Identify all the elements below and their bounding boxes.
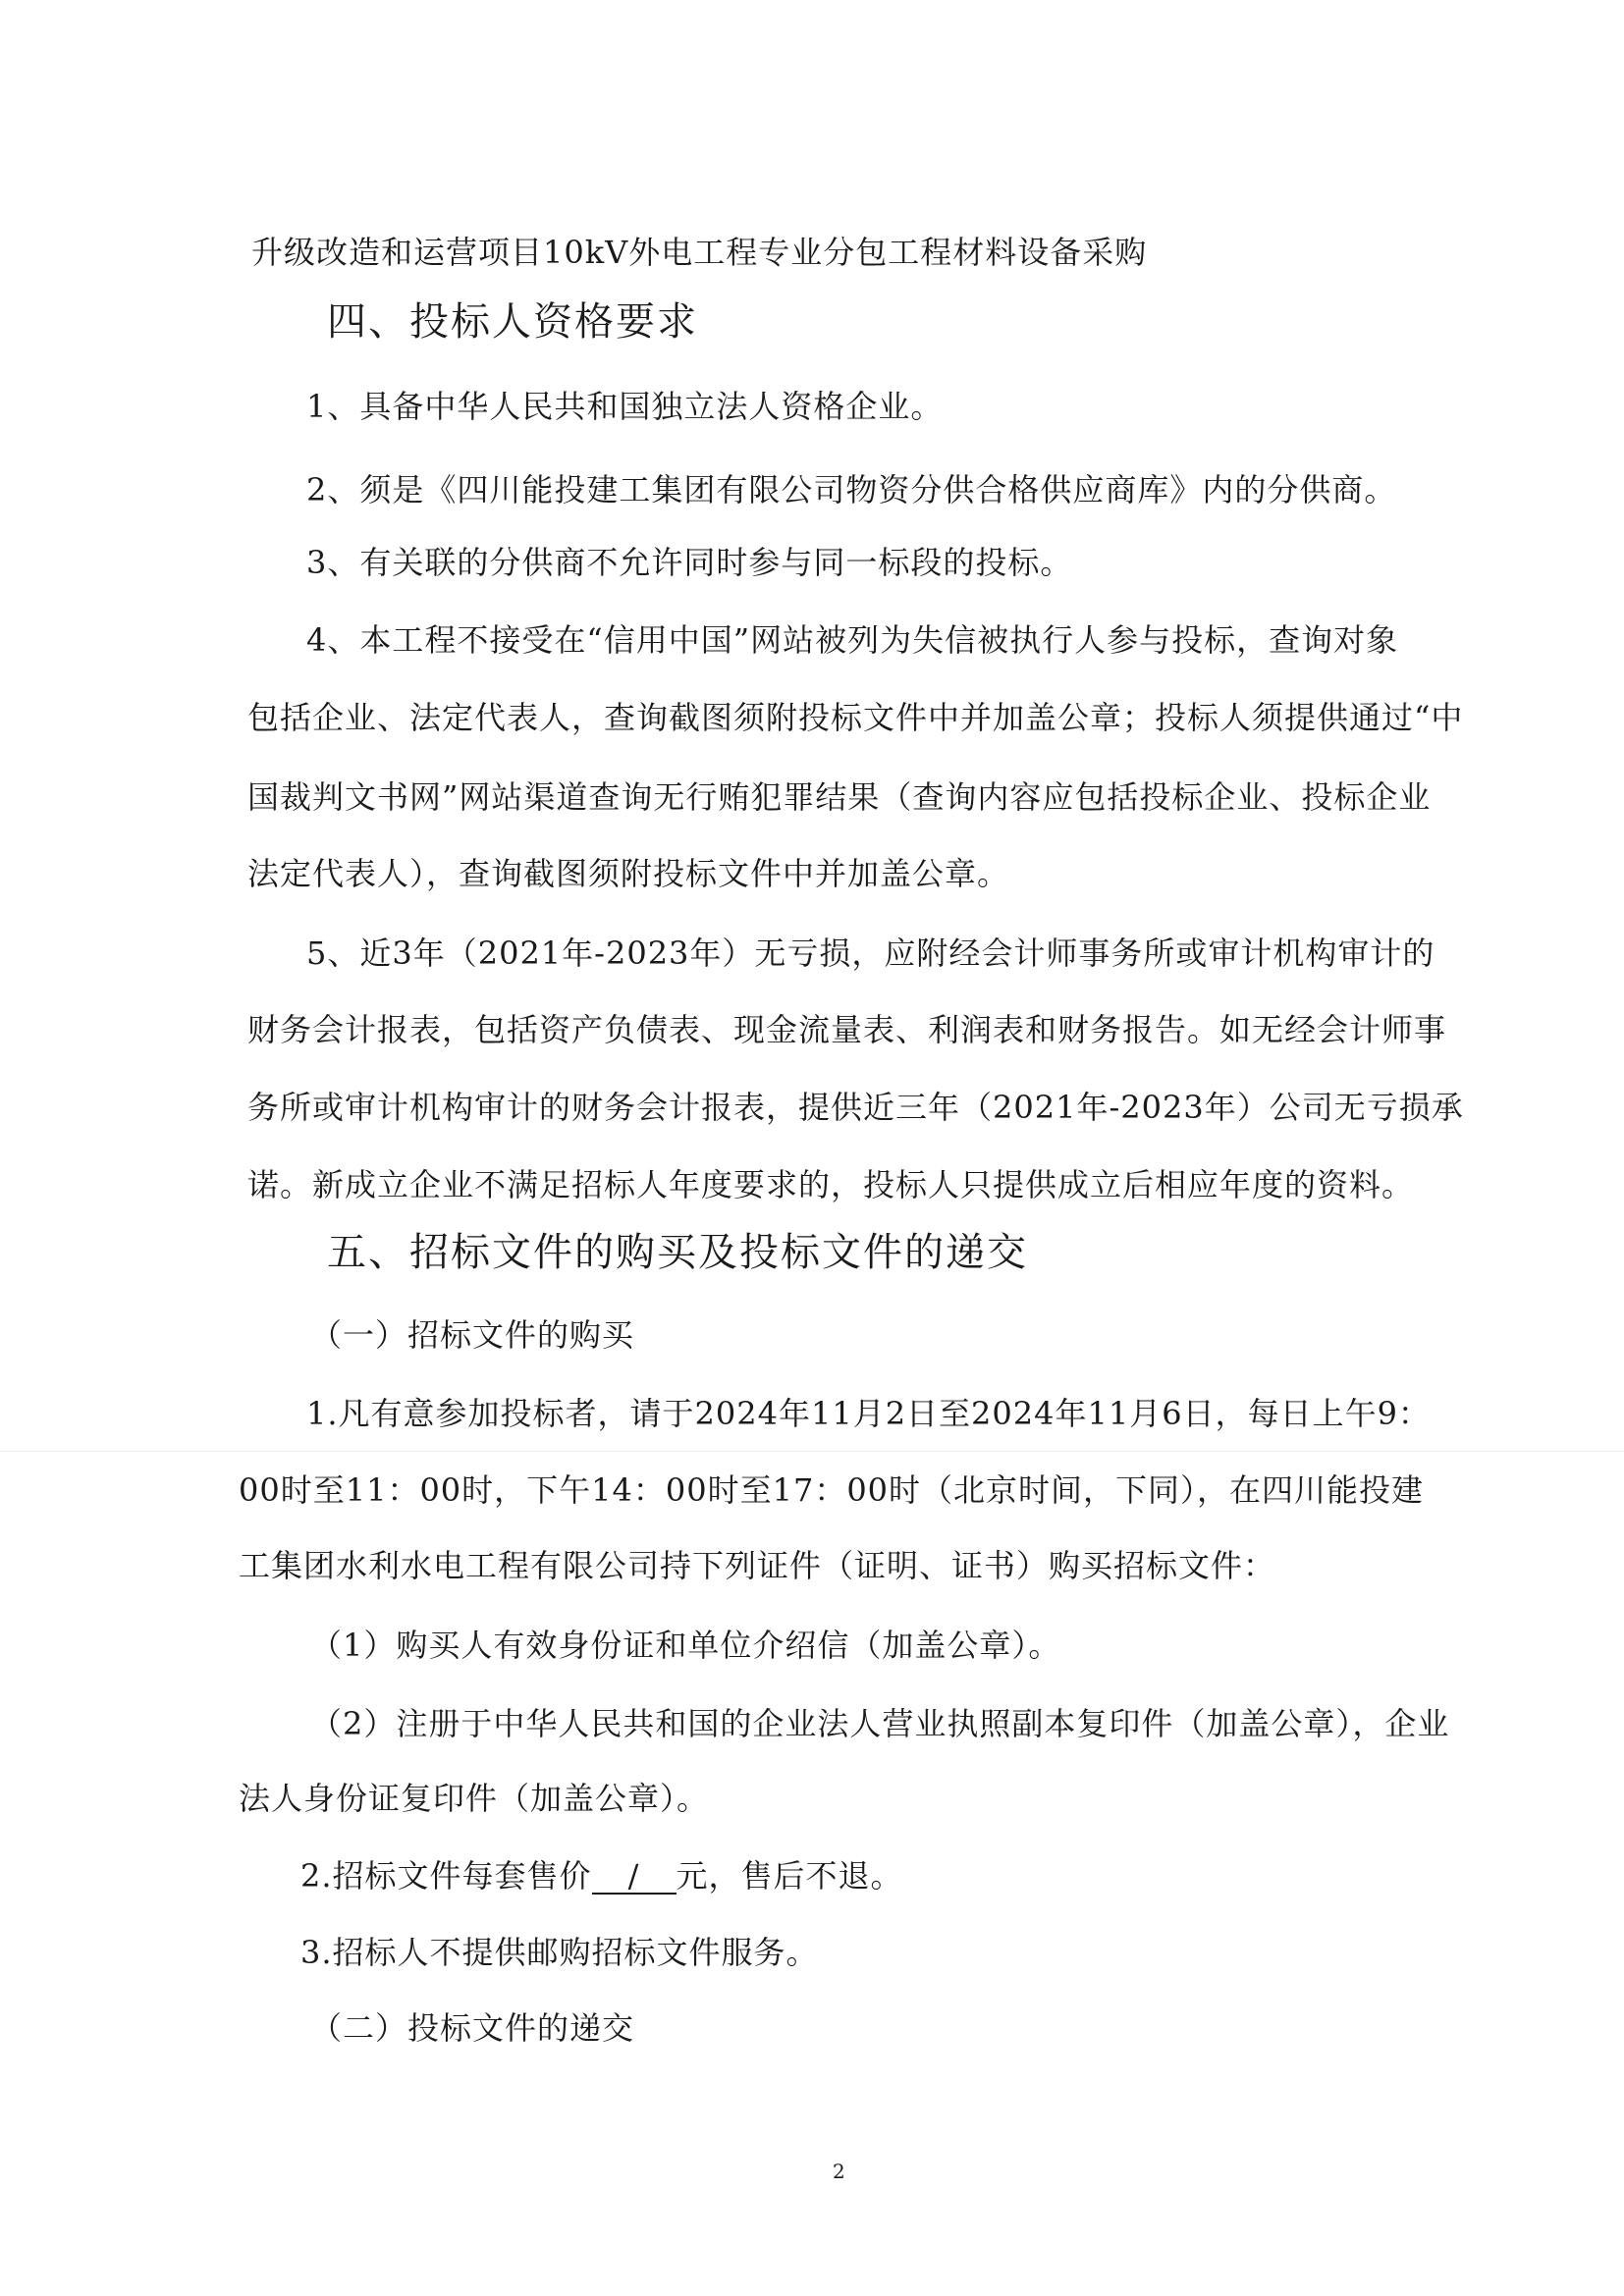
subsection-1-title: （一）招标文件的购买 bbox=[310, 1316, 635, 1354]
requirement-4-line-3: 国裁判文书网”网站渠道查询无行贿犯罪结果（查询内容应包括投标企业、投标企业 bbox=[247, 778, 1432, 816]
mail-order-line: 3.招标人不提供邮购招标文件服务。 bbox=[300, 1934, 819, 1971]
requirement-5-line-4: 诺。新成立企业不满足招标人年度要求的，投标人只提供成立后相应年度的资料。 bbox=[247, 1166, 1415, 1203]
purchase-line-3: 工集团水利水电工程有限公司持下列证件（证明、证书）购买招标文件： bbox=[239, 1547, 1276, 1584]
scan-artifact-line bbox=[0, 1451, 1624, 1452]
text-line: 升级改造和运营项目10kV外电工程专业分包工程材料设备采购 bbox=[251, 234, 1148, 271]
purchase-line-1: 1.凡有意参加投标者，请于2024年11月2日至2024年11月6日，每日上午9： bbox=[306, 1395, 1431, 1432]
requirement-5-line-1: 5、近3年（2021年-2023年）无亏损，应附经会计师事务所或审计机构审计的 bbox=[306, 934, 1435, 972]
document-item-2-line-2: 法人身份证复印件（加盖公章）。 bbox=[239, 1780, 710, 1817]
requirement-4-line-2: 包括企业、法定代表人，查询截图须附投标文件中并加盖公章；投标人须提供通过“中 bbox=[247, 699, 1464, 736]
price-line bbox=[300, 1856, 903, 1896]
requirement-2: 2、须是《四川能投建工集团有限公司物资分供合格供应商库》内的分供商。 bbox=[306, 471, 1397, 508]
document-item-1: （1）购买人有效身份证和单位介绍信（加盖公章）。 bbox=[310, 1627, 1061, 1664]
requirement-3: 3、有关联的分供商不允许同时参与同一标段的投标。 bbox=[306, 544, 1073, 581]
document-item-2-line-1: （2）注册于中华人民共和国的企业法人营业执照副本复印件（加盖公章），企业 bbox=[310, 1705, 1450, 1742]
page-number: 2 bbox=[833, 2160, 845, 2183]
price-suffix: 元，售后不退。 bbox=[676, 1857, 903, 1895]
price-blank: / bbox=[592, 1859, 677, 1895]
requirement-1: 1、具备中华人民共和国独立法人资格企业。 bbox=[306, 388, 944, 425]
requirement-5-line-3: 务所或审计机构审计的财务会计报表，提供近三年（2021年-2023年）公司无亏损承 bbox=[247, 1089, 1464, 1126]
subsection-2-title: （二）投标文件的递交 bbox=[310, 2009, 635, 2047]
requirement-5-line-2: 财务会计报表，包括资产负债表、现金流量表、利润表和财务报告。如无经会计师事 bbox=[247, 1011, 1447, 1048]
purchase-line-2: 00时至11：00时，下午14：00时至17：00时（北京时间，下同），在四川能投建 bbox=[239, 1471, 1425, 1509]
price-label: 2.招标文件每套售价 bbox=[300, 1857, 592, 1895]
requirement-4-line-1: 4、本工程不接受在“信用中国”网站被列为失信被执行人参与投标，查询对象 bbox=[306, 621, 1399, 659]
requirement-4-line-4: 法定代表人），查询截图须附投标文件中并加盖公章。 bbox=[247, 855, 1010, 892]
section-heading-5: 五、招标文件的购买及投标文件的递交 bbox=[327, 1230, 1028, 1275]
section-heading-4: 四、投标人资格要求 bbox=[327, 299, 698, 345]
